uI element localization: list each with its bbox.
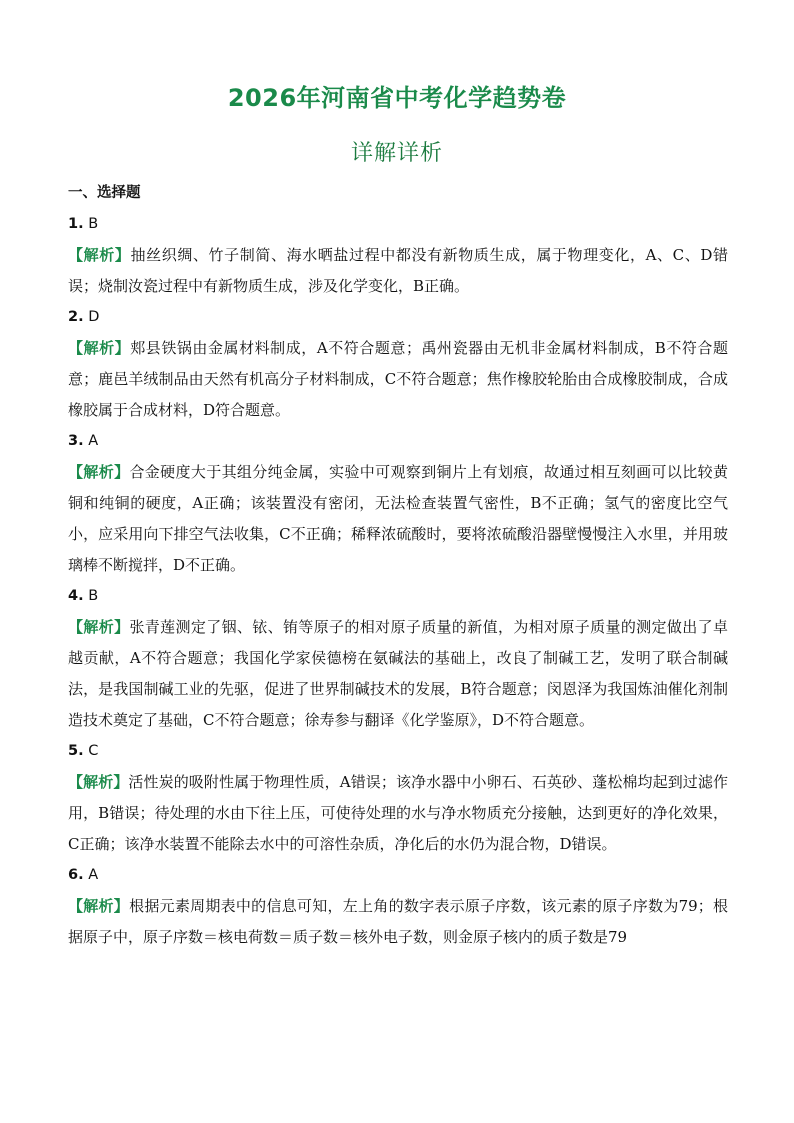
question-answer	[68, 209, 728, 240]
answer-letter: D	[88, 309, 100, 325]
answer-letter: B	[88, 216, 99, 232]
question-number: 3.	[68, 433, 84, 449]
question-answer	[68, 581, 728, 612]
tag-open: 【	[68, 618, 84, 636]
answer-letter: C	[88, 743, 99, 759]
tag-open: 【	[68, 773, 84, 791]
analysis-tag	[68, 339, 130, 357]
answer-letter: B	[88, 588, 99, 604]
tag-close: 】	[113, 773, 129, 791]
analysis-tag	[68, 246, 130, 264]
analysis-paragraph	[68, 240, 728, 302]
question-block	[68, 736, 728, 860]
question-answer	[68, 302, 728, 333]
analysis-text: 合金硬度大于其组分纯金属，实验中可观察到铜片上有划痕，故通过相互刻画可以比较黄铜和纯铜的硬度，A正确；该装置没有密闭，无法检查装置气密性，B不正确；氢气的密度比空气小，应采用向下排空气法收集，C不正确；稀释浓硫酸时，要将浓硫酸沿器壁慢慢注入水里，并用玻璃棒不断搅拌，D不正确。	[68, 463, 728, 574]
analysis-text: 郏县铁锅由金属材料制成，A不符合题意；禹州瓷器由无机非金属材料制成，B不符合题意；鹿邑羊绒制品由天然有机高分子材料制成，C不符合题意；焦作橡胶轮胎由合成橡胶制成，合成橡胶属于合成材料，D符合题意。	[68, 339, 728, 419]
question-number: 2.	[68, 309, 84, 325]
tag-label: 解析	[83, 618, 115, 636]
analysis-text: 根据元素周期表中的信息可知，左上角的数字表示原子序数，该元素的原子序数为79；根据原子中，原子序数＝核电荷数＝质子数＝核外电子数，则金原子核内的质子数是79	[68, 897, 728, 946]
analysis-tag	[68, 773, 128, 791]
question-block	[68, 426, 728, 581]
tag-close: 】	[114, 246, 131, 264]
tag-open: 【	[68, 246, 84, 264]
question-block	[68, 860, 728, 953]
analysis-paragraph	[68, 767, 728, 860]
question-answer	[68, 426, 728, 457]
tag-open: 【	[68, 463, 84, 481]
question-number: 1.	[68, 216, 84, 232]
analysis-paragraph	[68, 457, 728, 581]
analysis-paragraph	[68, 333, 728, 426]
answer-letter: A	[88, 433, 99, 449]
analysis-paragraph	[68, 612, 728, 736]
document-title: 2026年河南省中考化学趋势卷	[227, 84, 567, 112]
question-number: 5.	[68, 743, 84, 759]
answer-letter: A	[88, 867, 99, 883]
question-answer	[68, 860, 728, 891]
tag-close: 】	[114, 618, 130, 636]
question-answer	[68, 736, 728, 767]
analysis-tag	[68, 897, 129, 915]
tag-close: 】	[114, 463, 130, 481]
question-number: 6.	[68, 867, 84, 883]
question-block	[68, 581, 728, 736]
analysis-text: 抽丝织绸、竹子制简、海水晒盐过程中都没有新物质生成，属于物理变化，A、C、D错误；烧制汝瓷过程中有新物质生成，涉及化学变化，B正确。	[68, 246, 728, 295]
analysis-text: 活性炭的吸附性属于物理性质，A错误；该净水器中小卵石、石英砂、蓬松棉均起到过滤作用，B错误；待处理的水由下往上压，可使待处理的水与净水物质充分接触，达到更好的净化效果，C正确；该净水装置不能除去水中的可溶性杂质，净化后的水仍为混合物，D错误。	[68, 773, 728, 853]
document-subtitle: 详解详析	[350, 141, 443, 166]
document-body	[68, 178, 728, 953]
analysis-text: 张青莲测定了铟、铱、铕等原子的相对原子质量的新值，为相对原子质量的测定做出了卓越贡献，A不符合题意；我国化学家侯德榜在氨碱法的基础上，改良了制碱工艺，发明了联合制碱法，是我国制碱工业的先驱，促进了世界制碱技术的发展，B符合题意；闵恩泽为我国炼油催化剂制造技术奠定了基础，C不符合题意；徐寿参与翻译《化学鉴原》，D不符合题意。	[68, 618, 728, 729]
tag-close: 】	[114, 339, 131, 357]
section-heading: 一、选择题	[68, 185, 141, 201]
analysis-tag	[68, 618, 129, 636]
analysis-paragraph	[68, 891, 728, 953]
analysis-tag	[68, 463, 129, 481]
tag-label: 解析	[83, 463, 115, 481]
tag-open: 【	[68, 339, 84, 357]
question-block	[68, 209, 728, 302]
tag-label: 解析	[83, 773, 114, 791]
tag-label: 解析	[83, 339, 115, 357]
tag-open: 【	[68, 897, 84, 915]
tag-label: 解析	[83, 897, 114, 915]
tag-close: 】	[113, 897, 130, 915]
question-block	[68, 302, 728, 426]
question-number: 4.	[68, 588, 84, 604]
tag-label: 解析	[83, 246, 115, 264]
